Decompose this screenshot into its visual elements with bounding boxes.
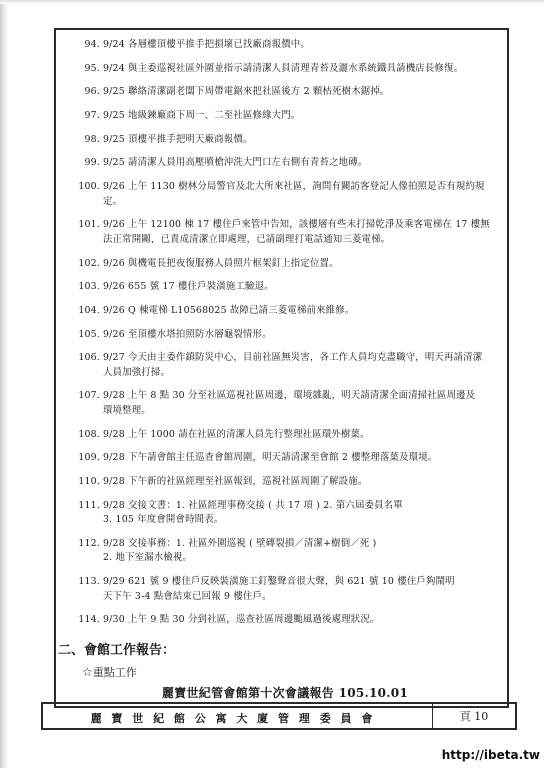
log-entry [64, 351, 502, 380]
log-entry-text: 9/28 上午 1000 請在社區的清潔人員先行整理社區環外樹葉。 [103, 428, 370, 440]
log-entry-text: 9/25 頂樓平推手把明天廠商報價。 [103, 133, 253, 145]
log-entry-text: 9/28 下午新的社區經理至社區報到，巡視社區周圍了解設施。 [103, 476, 368, 487]
log-entry-number: 110. [78, 476, 100, 487]
log-entry-text: 9/26 655 號 17 樓住戶裝潢施工驗退。 [103, 281, 274, 293]
report-title: 麗寶世紀管會館第十次會議報告 105.10.01 [161, 686, 409, 700]
log-entry [64, 328, 502, 343]
log-entry-text: 9/24 與主委巡視社區外圍並指示請清潔人員清理青苔及灑水系統鐵具請機店長修復。 [103, 62, 464, 74]
log-entry [64, 257, 502, 272]
log-entry-text: 9/26 上午 12100 棟 17 樓住戶來管中告知，該樓層有些未打掃乾淨及乘客電梯在 17 樓無 法正常開關，已責成清潔立即處理，已請副理打電話通知三菱電梯。 [103, 219, 490, 245]
log-entry-number: 105. [78, 328, 100, 340]
section-header: 二、會館工作報告： [58, 643, 176, 658]
footer-organization: 麗 寶 世 紀 館 公 寓 大 廈 管 理 委 員 會 [90, 712, 376, 725]
log-entry [64, 575, 502, 604]
page-number: 頁 10 [432, 704, 515, 728]
log-entry-number: 94. [84, 39, 100, 50]
log-entry-number: 108. [78, 428, 100, 440]
scan-shadow-top [0, 0, 544, 4]
log-entry [64, 156, 502, 171]
log-entry-text: 9/28 上午 8 點 30 分至社區巡視社區周邊，環境雜亂，明天請清潔全面清掃社區周邊及 環境整理。 [103, 390, 476, 416]
star-icon: ☆ [82, 665, 93, 679]
scan-shadow-left [0, 0, 9, 768]
log-entry [64, 85, 502, 100]
log-entry-number: 103. [78, 281, 100, 293]
log-entry [64, 428, 502, 443]
log-entry-text: 9/27 今天由主委作鎮防災中心，目前社區無災害，各工作人員均克盡職守，明天再請清潔 人員加強打掃。 [103, 352, 483, 378]
log-entry-number: 112. [78, 537, 100, 549]
subsection-heading [82, 664, 137, 680]
log-entry-text: 9/26 至頂樓水塔拍照防水層龜裂情形。 [103, 328, 272, 340]
log-entry-number: 97. [84, 110, 100, 122]
log-entry-number: 114. [78, 614, 100, 626]
work-log-list [64, 38, 502, 637]
log-entry-number: 98. [84, 133, 100, 145]
log-entry-text: 9/24 各層樓頂樓平推手把損壞已找廠商報價中。 [103, 39, 310, 50]
log-entry-text: 9/28 交接文書：1. 社區經理事務交接 ( 共 17 項 ) 2. 第六屆委員名單 3. 105 年度會開會時間表。 [103, 499, 403, 526]
log-entry-number: 99. [84, 157, 100, 169]
log-entry-text: 9/25 地級鍊廠商下周一、二至社區修緣大門。 [103, 110, 301, 122]
log-entry-text: 9/30 上午 9 點 30 分到社區，巡查社區周邊颱風過後處理狀況。 [103, 614, 380, 626]
log-entry-number: 107. [78, 390, 100, 402]
footer-bar [41, 702, 517, 730]
log-entry [64, 537, 502, 566]
log-entry-text: 9/28 交接事務：1. 社區外圍巡視 ( 壁磚裂損／清潔+樹倒／死 ) 2. 地下室漏水檢視。 [103, 537, 377, 564]
log-entry [64, 109, 502, 124]
log-entry-text: 9/26 Q 棟電梯 L10568025 故障已請三菱電梯前來維修。 [103, 304, 355, 316]
log-entry [64, 280, 502, 295]
log-entry-number: 96. [84, 86, 100, 98]
log-entry [64, 451, 502, 466]
log-entry [64, 133, 502, 148]
subsection-label: 重點工作 [92, 666, 137, 679]
log-entry-number: 100. [78, 181, 100, 193]
log-entry-number: 104. [78, 304, 100, 316]
log-entry [64, 389, 502, 418]
log-entry-number: 102. [78, 257, 100, 269]
log-entry-number: 95. [84, 62, 100, 74]
log-entry [64, 62, 502, 77]
log-entry-text: 9/29 621 號 9 樓住戶反映裝潢施工釘鑿聲音很大聲，與 621 號 10 樓住戶夠鬧明 天下午 3-4 點會結束已回報 9 樓住戶。 [103, 576, 455, 602]
log-entry-text: 9/26 上午 1130 樹林分局警官及北大所來社區，詢問有關訪客登記人像拍照是否有規約規 定。 [103, 181, 485, 207]
log-entry [64, 304, 502, 319]
log-entry-number: 111. [78, 499, 100, 511]
log-entry-text: 9/26 與機電長把夜復服務人員照片框架釘上指定位置。 [103, 257, 339, 269]
log-entry-text: 9/25 請清潔人員用高壓噴槍沖洗大門口左右側有青苔之地磚。 [103, 157, 368, 169]
log-entry [64, 613, 502, 628]
watermark-url[interactable]: http://ibeta.tw [441, 748, 540, 762]
log-entry [64, 38, 502, 53]
log-entry [64, 475, 502, 490]
log-entry-text: 9/25 聯絡清潔副老闆下周帶電鋸來把社區後方 2 顆枯死樹木鋸掉。 [103, 86, 390, 98]
log-entry [64, 218, 502, 247]
log-entry-number: 101. [78, 219, 100, 231]
log-entry-text: 9/28 下午請會館主任巡查會館周圍，明天請清潔至會館 2 樓整理落葉及環境。 [103, 452, 438, 464]
log-entry-number: 113. [78, 576, 100, 588]
log-entry [64, 180, 502, 209]
log-entry-number: 109. [78, 452, 100, 464]
log-entry [64, 499, 502, 528]
log-entry-number: 106. [78, 352, 100, 364]
